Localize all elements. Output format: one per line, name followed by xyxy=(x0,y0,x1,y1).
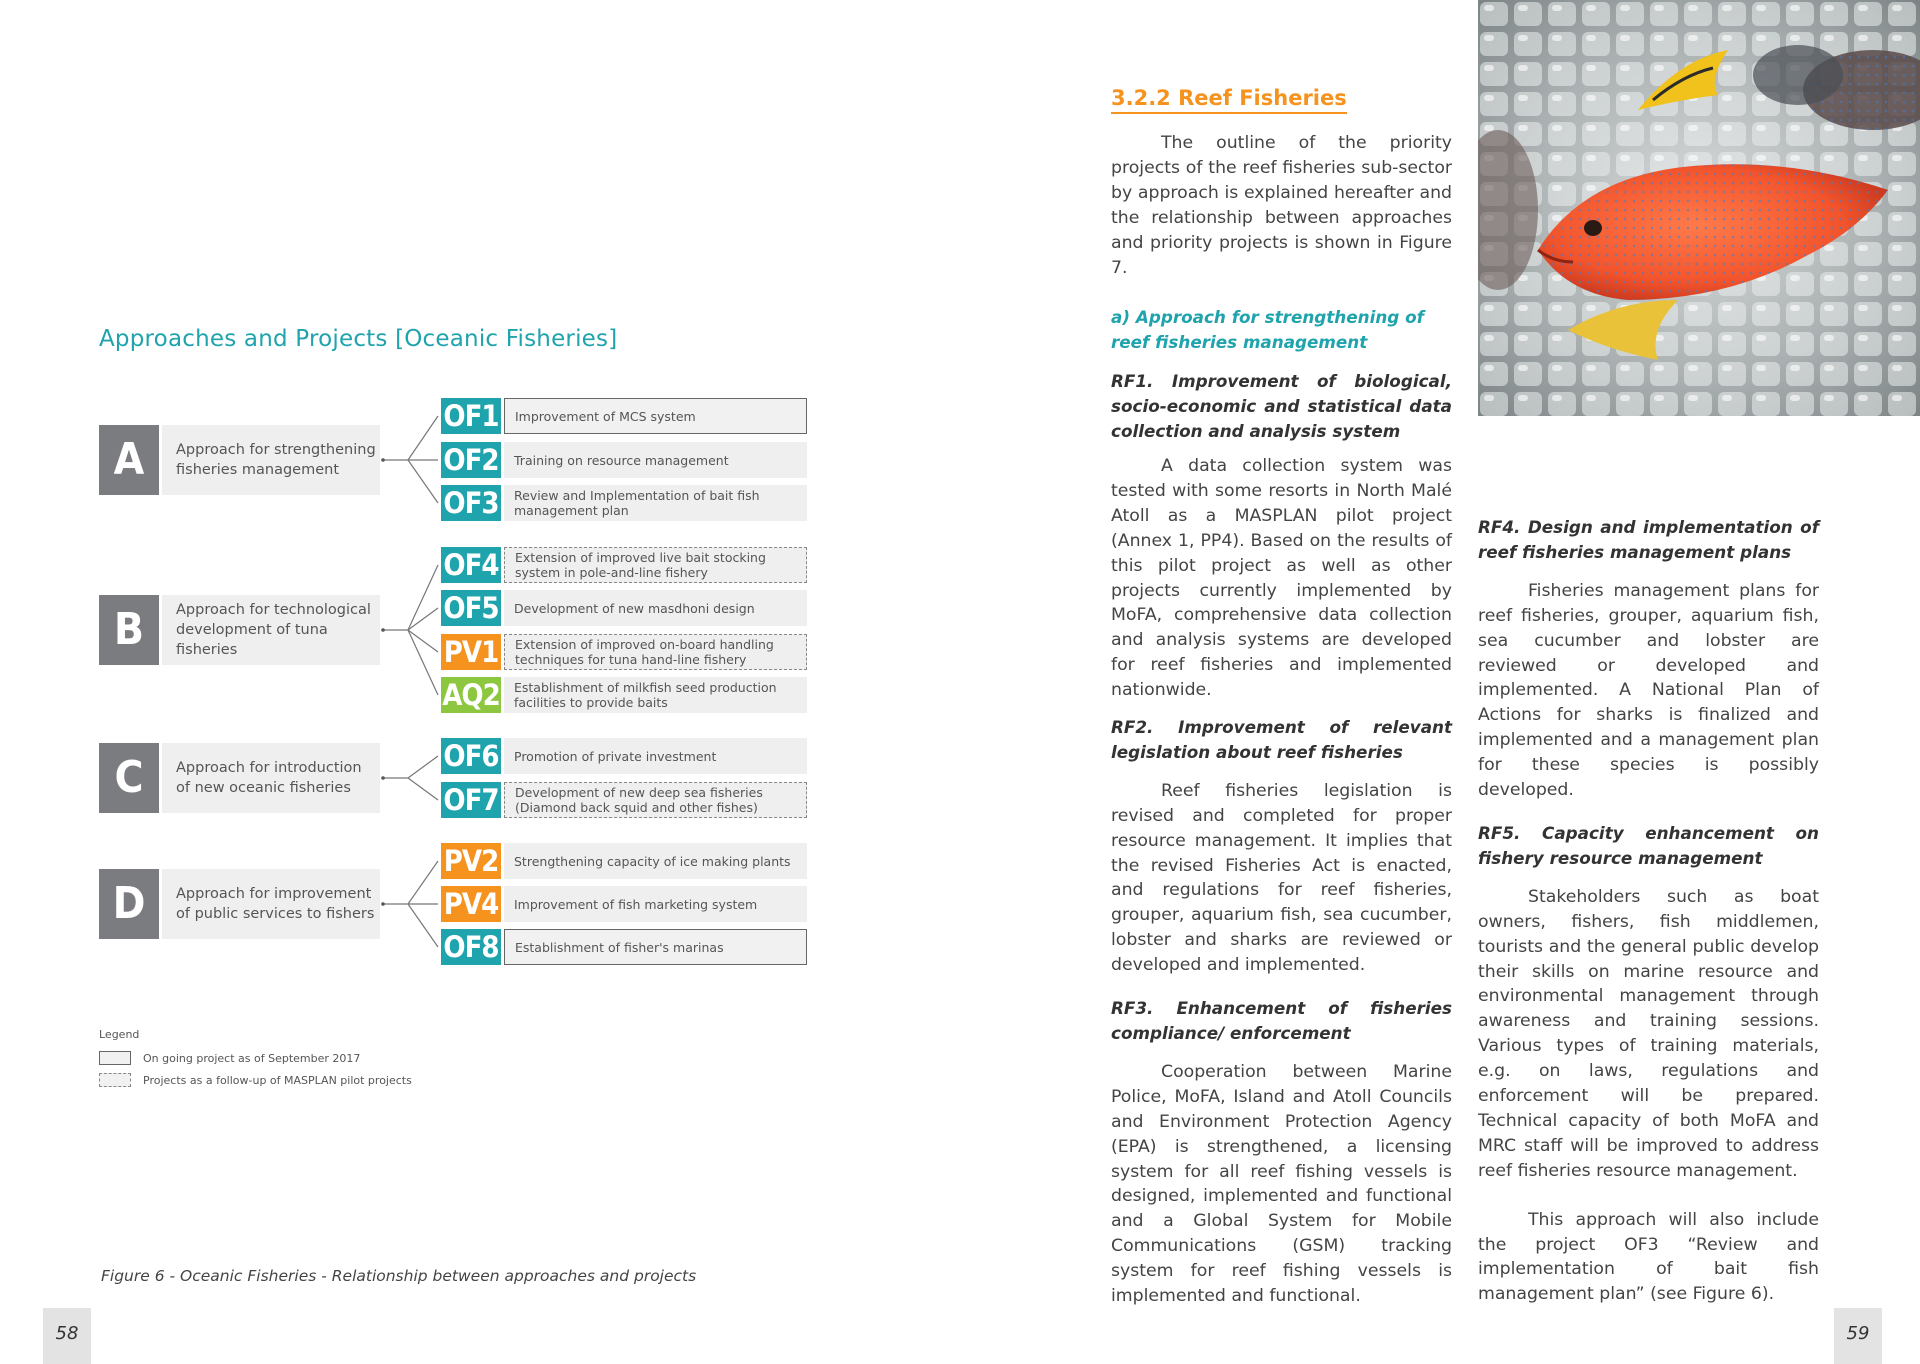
rf1-body: A data collection system was tested with some resorts in North Malé Atoll as a MASPLAN pilot project (Annex 1, PP4). Based on the results of this pilot project as well as other projects currently implemented by MoFA, comprehensive data collection and analysis systems are developed for reef fisheries and implemented nationwide. xyxy=(1111,455,1452,701)
project-label: Strengthening capacity of ice making plants xyxy=(504,843,807,879)
section-title: 3.2.2 Reef Fisheries xyxy=(1111,86,1347,114)
legend-solid-swatch xyxy=(99,1051,131,1065)
intro-paragraph: The outline of the priority projects of the reef fisheries sub-sector by approach is explained hereafter and the relationship between approaches and priority projects is shown in Figure 7. xyxy=(1111,133,1452,278)
figure-title: Approaches and Projects [Oceanic Fisheries] xyxy=(99,326,618,352)
project-label: Extension of improved on-board handling techniques for tuna hand-line fishery xyxy=(504,634,807,670)
approach-letter-b: B xyxy=(99,595,159,665)
closing-paragraph: This approach will also include the project OF3 “Review and implementation of bait fish management plan” (see Figure 6). xyxy=(1478,1209,1819,1305)
approach-label-c: Approach for introduction of new oceanic fisheries xyxy=(162,743,380,813)
project-label: Development of new deep sea fisheries (Diamond back squid and other fishes) xyxy=(504,782,807,818)
project-code: AQ2 xyxy=(442,678,500,712)
project-code: PV2 xyxy=(441,843,501,879)
rf5-heading: RF5. Capacity enhancement on fishery resource management xyxy=(1478,822,1819,868)
rf1-heading: RF1. Improvement of biological, socio-economic and statistical data collection and analysis system xyxy=(1111,371,1452,442)
approach-label-b: Approach for technological development of tuna fisheries xyxy=(162,595,380,665)
text-column-1 xyxy=(1111,131,1452,1309)
rf3-body: Cooperation between Marine Police, MoFA, Island and Atoll Councils and Environment Protection Agency (EPA) is strengthened, a licensing system for all reef fishing vessels is designed, implemented and functional and a Global System for Mobile Communications (GSM) tracking system for reef fishing vessels is implemented and functional. xyxy=(1111,1061,1452,1307)
legend-dashed-swatch xyxy=(99,1073,131,1087)
rf3-heading: RF3. Enhancement of fisheries compliance/ enforcement xyxy=(1111,998,1452,1043)
project-code: OF7 xyxy=(441,782,501,818)
page-number-right: 59 xyxy=(1834,1308,1882,1364)
rf4-heading: RF4. Design and implementation of reef fisheries management plans xyxy=(1478,517,1819,562)
approach-letter-d: D xyxy=(99,869,159,939)
legend-followup-text: Projects as a follow-up of MASPLAN pilot projects xyxy=(143,1074,412,1087)
legend-title: Legend xyxy=(99,1028,140,1041)
approach-a-heading: a) Approach for strengthening of reef fisheries management xyxy=(1111,307,1424,353)
project-label: Training on resource management xyxy=(504,442,807,478)
approach-letter-c: C xyxy=(99,743,159,813)
project-code: OF6 xyxy=(441,738,501,774)
project-label: Promotion of private investment xyxy=(504,738,807,774)
project-label: Extension of improved live bait stocking system in pole-and-line fishery xyxy=(504,547,807,583)
project-code: OF4 xyxy=(441,547,501,583)
project-label: Establishment of fisher's marinas xyxy=(504,929,807,965)
rf4-body: Fisheries management plans for reef fisheries, grouper, aquarium fish, sea cucumber and lobster are reviewed or developed and implemented. A National Plan of Actions for sharks is finalized and implemented and a management plan for these species is possibly developed. xyxy=(1478,580,1819,801)
approach-label-d: Approach for improvement of public services to fishers xyxy=(162,869,380,939)
legend-ongoing-text: On going project as of September 2017 xyxy=(143,1052,361,1065)
text-column-2 xyxy=(1478,515,1819,1307)
project-label: Establishment of milkfish seed production facilities to provide baits xyxy=(504,677,807,713)
figure-caption: Figure 6 - Oceanic Fisheries - Relationship between approaches and projects xyxy=(101,1267,697,1285)
rf2-heading: RF2. Improvement of relevant legislation about reef fisheries xyxy=(1111,717,1452,762)
project-label: Improvement of fish marketing system xyxy=(504,886,807,922)
connector-lines xyxy=(380,395,442,961)
project-label: Review and Implementation of bait fish management plan xyxy=(504,485,807,521)
project-label: Development of new masdhoni design xyxy=(504,590,807,626)
project-code: OF8 xyxy=(441,929,501,965)
rf5-body: Stakeholders such as boat owners, fishers, fish middlemen, tourists and the general public develop their skills on marine resource and environmental management through awareness and training sessions. Various types of training materials, e.g. on laws, regulations and enforcement will be prepared. Technical capacity of both MoFA and MRC staff will be improved to address reef fisheries resource management. xyxy=(1478,886,1819,1181)
approach-letter-a: A xyxy=(99,425,159,495)
approach-label-a: Approach for strengthening fisheries management xyxy=(162,425,380,495)
project-label: Improvement of MCS system xyxy=(504,398,807,434)
project-code: PV4 xyxy=(441,886,501,922)
project-code: PV1 xyxy=(441,634,501,670)
project-code: OF2 xyxy=(441,442,501,478)
project-code: OF3 xyxy=(441,485,501,521)
project-code: OF1 xyxy=(441,398,501,434)
project-code: OF5 xyxy=(441,590,501,626)
reef-fish-photo xyxy=(1478,0,1920,416)
rf2-body: Reef fisheries legislation is revised and completed for proper resource management. It implies that the revised Fisheries Act is enacted, and regulations for reef fisheries, grouper, aquarium fish, sea cucumber, lobster and sharks are reviewed or developed and implemented. xyxy=(1111,780,1452,976)
page-number-left: 58 xyxy=(43,1308,91,1364)
